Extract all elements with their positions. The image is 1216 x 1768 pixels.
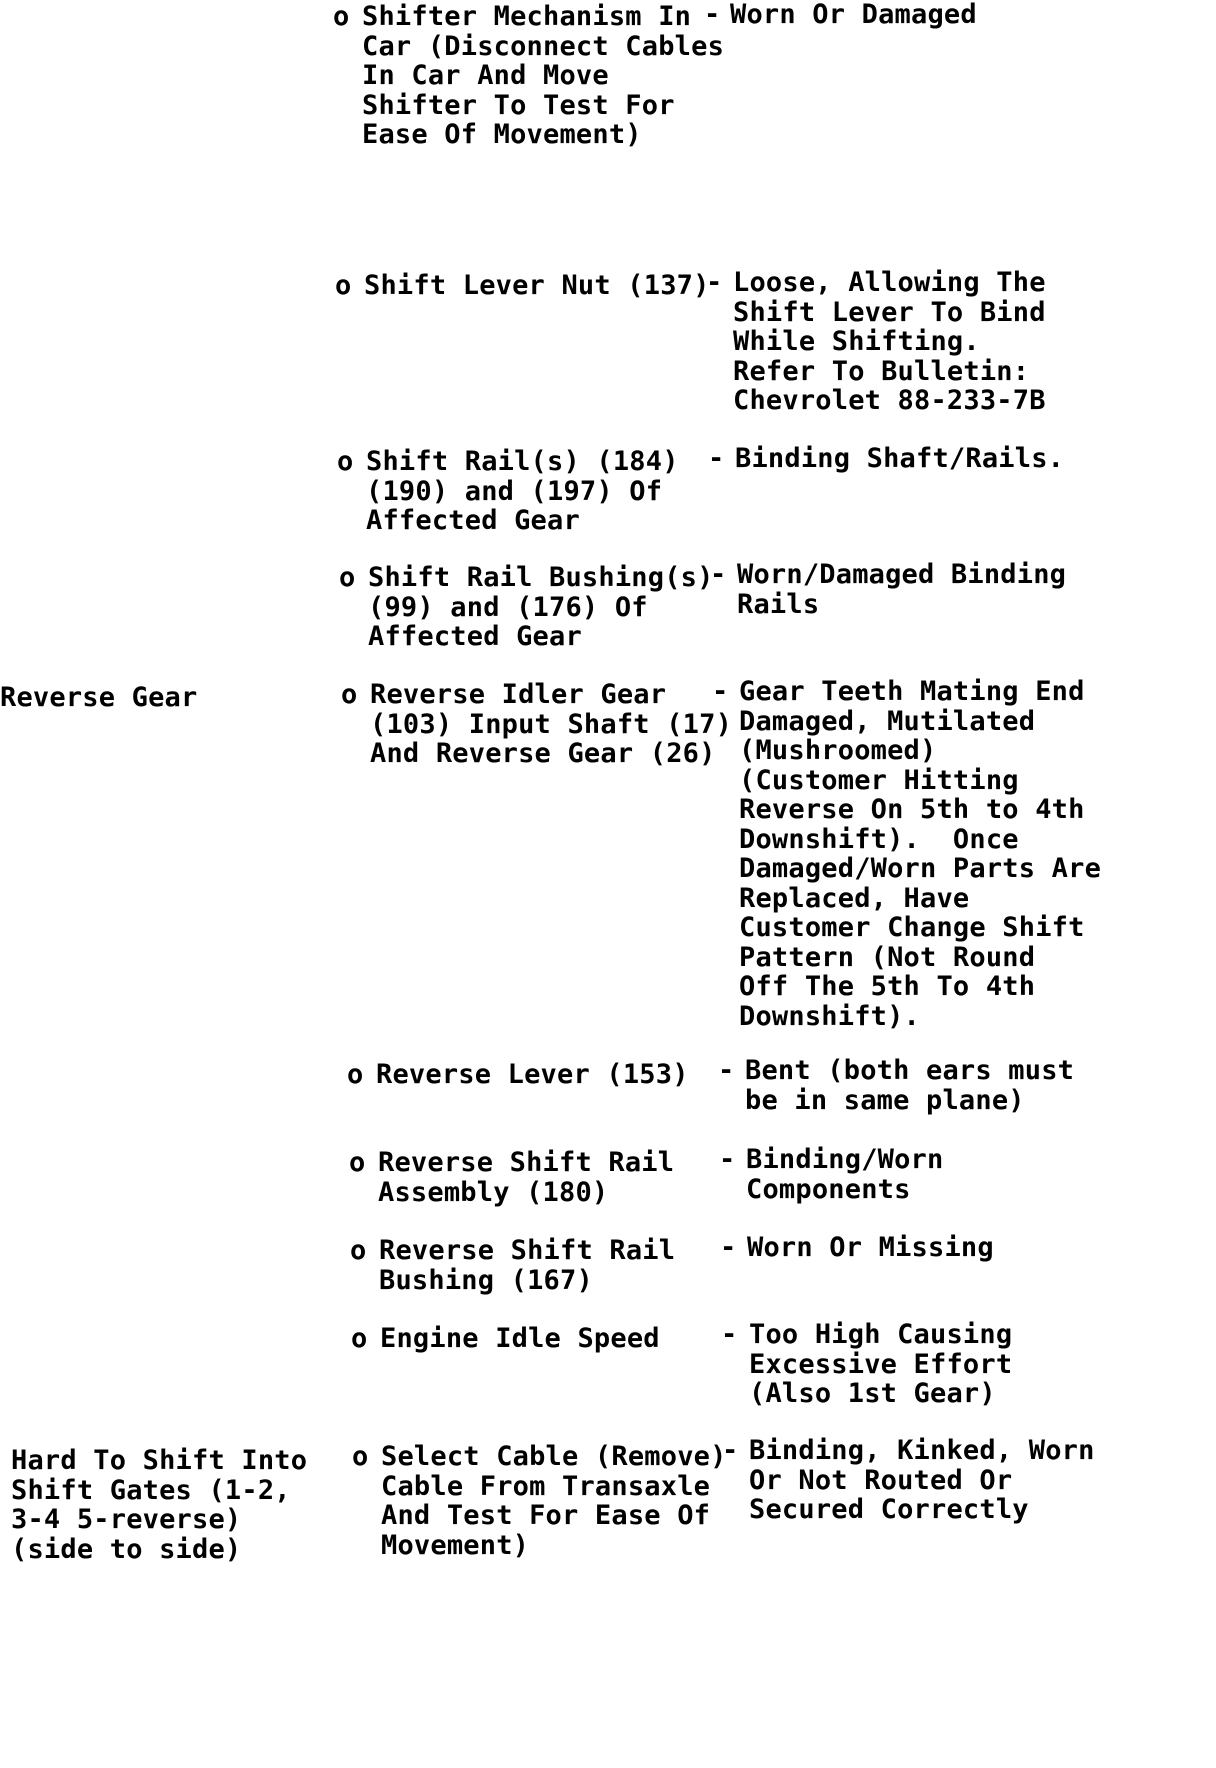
check-item-text: Reverse Shift Rail Bushing (167) <box>379 1235 676 1296</box>
dash-icon: - <box>720 1232 737 1263</box>
dash-icon: - <box>706 267 723 298</box>
check-item-text: Reverse Shift Rail Assembly (180) <box>378 1147 675 1208</box>
bullet-icon: o <box>349 1147 366 1178</box>
dash-icon: - <box>710 559 727 590</box>
cause-text: Worn Or Damaged <box>730 0 977 30</box>
dash-icon: - <box>718 1055 735 1086</box>
bullet-icon: o <box>341 679 358 710</box>
check-item-text: Shifter Mechanism In Car (Disconnect Cables In Car And Move Shifter To Test For Ease Of Movement) <box>362 1 725 150</box>
bullet-icon: o <box>350 1235 367 1266</box>
bullet-icon: o <box>337 446 354 477</box>
bullet-icon: o <box>351 1323 368 1354</box>
dash-icon: - <box>712 676 729 707</box>
bullet-icon: o <box>335 270 352 301</box>
bullet-icon: o <box>347 1059 364 1090</box>
cause-text: Worn Or Missing <box>747 1232 994 1263</box>
bullet-icon: o <box>339 562 356 593</box>
dash-icon: - <box>719 1144 736 1175</box>
dash-icon: - <box>708 443 725 474</box>
cause-text: Gear Teeth Mating End Damaged, Mutilated (Mushroomed) (Customer Hitting Reverse On 5th to 4th Downshift). Once Damaged/Worn Parts Are Replaced, Have Customer Change Shift Pattern (Not Round Off The 5th To 4th Downshift). <box>739 676 1102 1032</box>
cause-text: Worn/Damaged Binding Rails <box>737 559 1067 620</box>
cause-text: Binding Shaft/Rails. <box>735 443 1065 474</box>
dash-icon: - <box>722 1435 739 1466</box>
check-item-text: Reverse Lever (153) <box>376 1059 689 1090</box>
cause-text: Loose, Allowing The Shift Lever To Bind While Shifting. Refer To Bulletin: Chevrolet 88-233-7B <box>733 267 1046 416</box>
check-item-text: Shift Rail(s) (184) (190) and (197) Of Affected Gear <box>366 446 679 536</box>
check-item-text: Select Cable (Remove) Cable From Transaxle And Test For Ease Of Movement) <box>381 1441 727 1561</box>
cause-text: Binding, Kinked, Worn Or Not Routed Or Secured Correctly <box>749 1435 1095 1525</box>
bullet-icon: o <box>352 1441 369 1472</box>
cause-text: Bent (both ears must be in same plane) <box>745 1055 1075 1116</box>
condition-text: Hard To Shift Into Shift Gates (1-2, 3-4 5-reverse) (side to side) <box>11 1445 308 1565</box>
check-item-text: Reverse Idler Gear (103) Input Shaft (17) And Reverse Gear (26) <box>370 679 733 769</box>
check-item-text: Shift Lever Nut (137) <box>364 270 710 301</box>
check-item-text: Shift Rail Bushing(s) (99) and (176) Of Affected Gear <box>368 562 714 652</box>
dash-icon: - <box>721 1319 738 1350</box>
cause-text: Too High Causing Excessive Effort (Also 1st Gear) <box>749 1319 1013 1409</box>
dash-icon: - <box>704 0 721 30</box>
check-item-text: Engine Idle Speed <box>380 1323 660 1354</box>
cause-text: Binding/Worn Components <box>746 1144 944 1205</box>
bullet-icon: o <box>333 1 350 32</box>
condition-text: Reverse Gear <box>0 682 198 713</box>
